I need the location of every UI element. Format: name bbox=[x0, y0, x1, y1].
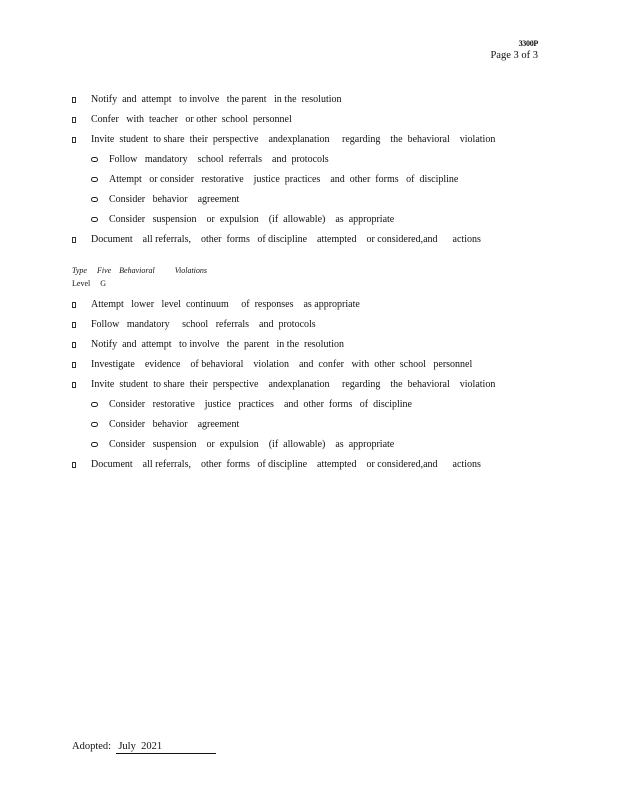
list-item-text: Consider suspension or expulsion (if allowable) as appropriate bbox=[109, 439, 395, 450]
list-item bbox=[72, 315, 552, 335]
section-heading bbox=[72, 264, 207, 290]
list-item-text: Attempt or consider restorative justice practices and other forms of discipline bbox=[109, 174, 459, 185]
procedure-list-2 bbox=[72, 295, 552, 475]
list-item-text: Notify and attempt to involve the parent in the resolution bbox=[91, 339, 345, 350]
list-item bbox=[72, 375, 552, 395]
adopted-footer bbox=[72, 741, 216, 754]
list-item-text: Confer with teacher or other school personnel bbox=[91, 114, 292, 125]
page-number: Page 3 of 3 bbox=[490, 50, 538, 61]
list-item-text: Document all referrals, other forms of discipline attempted or considered,and actions bbox=[91, 459, 481, 470]
list-item bbox=[72, 230, 552, 250]
square-bullet-icon bbox=[72, 237, 76, 243]
square-bullet-icon bbox=[72, 462, 76, 468]
list-item-text: Consider behavior agreement bbox=[109, 419, 240, 430]
square-bullet-icon bbox=[72, 382, 76, 388]
hollow-circle-bullet-icon bbox=[91, 422, 98, 427]
hollow-circle-bullet-icon bbox=[91, 157, 98, 162]
hollow-circle-bullet-icon bbox=[91, 442, 98, 447]
page-header bbox=[490, 38, 538, 62]
list-item bbox=[72, 110, 552, 130]
list-item-text: Investigate evidence of behavioral violation and confer with other school personnel bbox=[91, 359, 473, 370]
sub-list-item bbox=[72, 395, 552, 415]
list-item bbox=[72, 335, 552, 355]
list-item-text: Follow mandatory school referrals and protocols bbox=[109, 154, 329, 165]
square-bullet-icon bbox=[72, 342, 76, 348]
sub-list-item bbox=[72, 170, 552, 190]
hollow-circle-bullet-icon bbox=[91, 402, 98, 407]
adopted-label: Adopted: bbox=[72, 741, 112, 752]
list-item bbox=[72, 130, 552, 150]
sub-list-item bbox=[72, 415, 552, 435]
adopted-date: July 2021 bbox=[116, 741, 216, 754]
section-title: Type Five Behavioral Violations bbox=[72, 266, 208, 275]
list-item-text: Invite student to share their perspective andexplanation regarding the behavioral violation bbox=[91, 134, 496, 145]
list-item-text: Invite student to share their perspective andexplanation regarding the behavioral violation bbox=[91, 379, 496, 390]
hollow-circle-bullet-icon bbox=[91, 217, 98, 222]
list-item bbox=[72, 90, 552, 110]
square-bullet-icon bbox=[72, 322, 76, 328]
list-item bbox=[72, 455, 552, 475]
sub-list-item bbox=[72, 190, 552, 210]
list-item-text: Notify and attempt to involve the parent in the resolution bbox=[91, 94, 342, 105]
square-bullet-icon bbox=[72, 117, 76, 123]
list-item bbox=[72, 295, 552, 315]
list-item-text: Consider suspension or expulsion (if allowable) as appropriate bbox=[109, 214, 395, 225]
list-item-text: Document all referrals, other forms of discipline attempted or considered,and actions bbox=[91, 234, 481, 245]
square-bullet-icon bbox=[72, 362, 76, 368]
sub-list-item bbox=[72, 150, 552, 170]
list-item-text: Consider behavior agreement bbox=[109, 194, 240, 205]
section-level: Level G bbox=[72, 279, 106, 288]
list-item-text: Follow mandatory school referrals and protocols bbox=[91, 319, 316, 330]
hollow-circle-bullet-icon bbox=[91, 197, 98, 202]
list-item bbox=[72, 355, 552, 375]
list-item-text: Attempt lower level continuum of responses as appropriate bbox=[91, 299, 360, 310]
square-bullet-icon bbox=[72, 97, 76, 103]
square-bullet-icon bbox=[72, 302, 76, 308]
procedure-list-1 bbox=[72, 90, 552, 250]
sub-list-item bbox=[72, 435, 552, 455]
document-code: 3300P bbox=[518, 39, 538, 48]
square-bullet-icon bbox=[72, 137, 76, 143]
hollow-circle-bullet-icon bbox=[91, 177, 98, 182]
list-item-text: Consider restorative justice practices and other forms of discipline bbox=[109, 399, 412, 410]
sub-list-item bbox=[72, 210, 552, 230]
